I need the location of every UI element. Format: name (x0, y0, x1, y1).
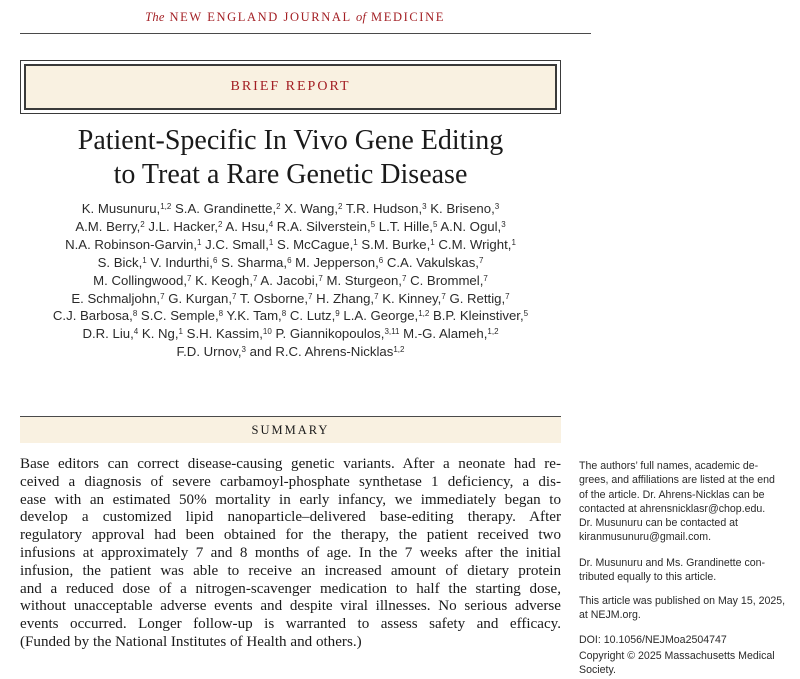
author-name: S.C. Semple, (137, 308, 219, 324)
author-name: S.M. Burke, (357, 236, 431, 252)
author-name: M. Collingwood, (93, 272, 187, 288)
summary-line: (Funded by the National Institutes of Health and others.) (20, 633, 362, 650)
affiliation-marker: 8 (218, 309, 224, 319)
author-name: S. McCague, (273, 236, 354, 252)
sidebar-line: contacted at ahrensnicklasr@chop.edu. (579, 502, 766, 515)
affiliation-marker: 1 (353, 237, 358, 247)
affiliation-marker: 1,2 (393, 345, 405, 355)
author-name: and R.C. Ahrens-Nicklas (245, 344, 394, 360)
author-name: A. Hsu, (222, 218, 269, 234)
masthead-of: of (355, 10, 367, 24)
summary-line: ceived a diagnosis of severe carbamoyl-phosphate synthetase 1 deficiency, a dis- (20, 473, 561, 490)
author-name: B.P. Kleinstiver, (429, 308, 524, 324)
author-name: G. Kurgan, (164, 290, 232, 306)
author-name: H. Zhang, (312, 290, 375, 306)
author-name: Y.K. Tam, (223, 308, 282, 324)
author-name: C.J. Barbosa, (52, 308, 133, 324)
summary-line: and a reduced dose of a nitrogen-scavenger medication to half the starting dose, (20, 580, 561, 597)
affiliation-marker: 3 (501, 219, 506, 229)
article-title (20, 124, 561, 192)
author-line (20, 254, 561, 272)
affiliation-marker: 1,2 (418, 309, 430, 319)
affiliation-marker: 4 (133, 327, 139, 337)
sidebar-line: Dr. Musunuru can be contacted at (579, 517, 738, 530)
author-name: M. Sturgeon, (322, 272, 402, 288)
copyright: Copyright © 2025 Massachusetts Medical Society. (579, 650, 775, 677)
title-line-1: Patient-Specific In Vivo Gene Editing (77, 125, 504, 156)
affiliation-marker: 3 (422, 202, 427, 211)
author-name: K. Musunuru, (81, 201, 161, 216)
affiliation-marker: 2 (338, 202, 343, 211)
affiliation-marker: 7 (308, 291, 313, 301)
author-name: S. Sharma, (217, 254, 288, 270)
author-name: C. Lutz, (286, 308, 336, 324)
summary-line: develop a customized lipid nanoparticle–delivered base-editing therapy. After (20, 509, 561, 526)
author-name: S.A. Grandinette, (171, 201, 277, 216)
affiliation-marker: 8 (281, 309, 287, 319)
affiliation-marker: 4 (268, 219, 274, 229)
author-name: K. Briseno, (426, 201, 495, 216)
author-name: K. Kinney, (378, 290, 442, 306)
author-name: M.-G. Alameh, (399, 326, 488, 342)
author-name: T. Osborne, (236, 290, 309, 306)
affiliation-marker: 2 (140, 219, 145, 229)
author-name: A. Jacobi, (257, 272, 319, 288)
article-type-label: BRIEF REPORT (24, 64, 557, 110)
author-name: V. Indurthi, (146, 254, 213, 270)
affiliation-marker: 2 (276, 202, 281, 211)
affiliation-marker: 3 (494, 202, 500, 211)
affiliation-marker: 6 (287, 255, 292, 265)
sidebar-line: grees, and affiliations are listed at the end (579, 474, 775, 487)
author-name: D.R. Liu, (82, 326, 134, 342)
author-name: L.T. Hille, (375, 218, 433, 234)
author-line (20, 307, 561, 325)
affiliation-marker: 10 (262, 327, 272, 337)
author-name: A.M. Berry, (75, 218, 141, 234)
affiliation-marker: 3 (241, 345, 246, 355)
affiliation-marker: 1,2 (487, 327, 499, 337)
affiliation-marker: 7 (401, 273, 407, 283)
author-name: S.H. Kassim, (183, 326, 263, 342)
author-name: P. Giannikopoulos, (271, 326, 385, 342)
affiliation-marker: 3,11 (384, 327, 400, 337)
publication-note (579, 594, 794, 623)
author-info-note (579, 459, 794, 545)
summary-line: without unacceptable adverse events and despite viral illnesses. No serious adverse (20, 598, 561, 615)
affiliation-marker: 7 (253, 273, 258, 283)
author-name: J.L. Hacker, (144, 218, 219, 234)
author-name: C.M. Wright, (434, 236, 512, 252)
affiliation-marker: 8 (132, 309, 138, 319)
affiliation-marker: 7 (318, 273, 323, 283)
author-name: N.A. Robinson-Garvin, (65, 236, 198, 252)
affiliation-marker: 1,2 (160, 202, 172, 211)
summary-heading: SUMMARY (20, 416, 561, 443)
affiliation-marker: 1 (197, 237, 202, 247)
affiliation-marker: 7 (160, 291, 165, 301)
affiliation-marker: 1 (142, 255, 147, 265)
summary-abstract (20, 456, 561, 652)
affiliation-marker: 5 (523, 309, 529, 319)
author-line (20, 218, 561, 236)
affiliation-marker: 7 (441, 291, 446, 301)
author-name: M. Jepperson, (291, 254, 379, 270)
affiliation-marker: 1 (430, 237, 435, 247)
affiliation-marker: 6 (212, 255, 218, 265)
author-list (20, 200, 561, 361)
header-rule (20, 33, 591, 34)
author-line (20, 343, 561, 361)
summary-line: events occurred. Longer follow-up is warranted to assess safety and efficacy. (20, 616, 561, 633)
author-name: E. Schmaljohn, (71, 290, 161, 306)
sidebar-line: Dr. Musunuru and Ms. Grandinette con- (579, 557, 766, 569)
author-name: T.R. Hudson, (342, 201, 423, 216)
masthead-name-2: MEDICINE (371, 10, 445, 24)
sidebar-line: tributed equally to this article. (579, 571, 717, 584)
author-name: G. Rettig, (445, 290, 506, 306)
affiliation-marker: 1 (268, 237, 274, 247)
author-name: J.C. Small, (201, 236, 269, 252)
sidebar-line: of the article. Dr. Ahrens-Nicklas can be (579, 488, 765, 501)
author-line (20, 200, 561, 218)
affiliation-marker: 7 (505, 291, 510, 301)
affiliation-marker: 7 (483, 273, 488, 283)
journal-masthead (0, 10, 590, 25)
sidebar-line: kiranmusunuru@gmail.com. (579, 531, 712, 544)
author-name: K. Keogh, (191, 272, 254, 288)
article-type-banner (20, 60, 561, 114)
author-name: R.A. Silverstein, (273, 218, 371, 234)
contribution-note (579, 556, 794, 585)
author-line (20, 325, 561, 343)
author-line (20, 236, 561, 254)
affiliation-marker: 7 (187, 273, 192, 283)
affiliation-marker: 5 (432, 219, 438, 229)
affiliation-marker: 5 (370, 219, 376, 229)
summary-line: regulatory approval had been obtained for the therapy, the patient received two (20, 527, 561, 544)
sidebar-line: at NEJM.org. (579, 609, 641, 622)
author-name: C. Brommel, (406, 272, 484, 288)
sidebar-line: This article was published on May 15, 2025, (579, 595, 786, 607)
author-name: S. Bick, (97, 254, 143, 270)
summary-line: Base editors can correct disease-causing genetic variants. After a neonate had re- (20, 456, 561, 472)
doi[interactable]: DOI: 10.1056/NEJMoa2504747 (579, 634, 727, 646)
affiliation-marker: 7 (374, 291, 379, 301)
affiliation-marker: 9 (335, 309, 340, 319)
affiliation-marker: 1 (178, 327, 183, 337)
author-name: L.A. George, (339, 308, 419, 324)
author-line (20, 272, 561, 290)
author-name: A.N. Ogul, (437, 218, 502, 234)
affiliation-marker: 2 (218, 219, 223, 229)
masthead-name-1: NEW ENGLAND JOURNAL (169, 10, 352, 24)
affiliation-marker: 6 (378, 255, 384, 265)
author-line (20, 290, 561, 308)
affiliation-marker: 1 (511, 237, 516, 247)
sidebar-line: The authors’ full names, academic de- (579, 460, 759, 472)
summary-line: ease with an estimated 50% mortality in early infancy, we immediately began to (20, 491, 561, 508)
author-name: K. Ng, (138, 326, 179, 342)
author-name: F.D. Urnov, (176, 344, 242, 360)
affiliation-marker: 7 (478, 255, 484, 265)
summary-line: infusions at approximately 7 and 8 months of age. In the 7 weeks after the initial (20, 544, 561, 561)
affiliation-marker: 7 (232, 291, 237, 301)
masthead-the: The (145, 10, 165, 24)
title-line-2: to Treat a Rare Genetic Disease (113, 159, 468, 190)
summary-line: infusion, the patient was able to receive an increased amount of dietary protein (20, 562, 561, 579)
author-name: X. Wang, (280, 201, 339, 216)
author-name: C.A. Vakulskas, (383, 254, 479, 270)
